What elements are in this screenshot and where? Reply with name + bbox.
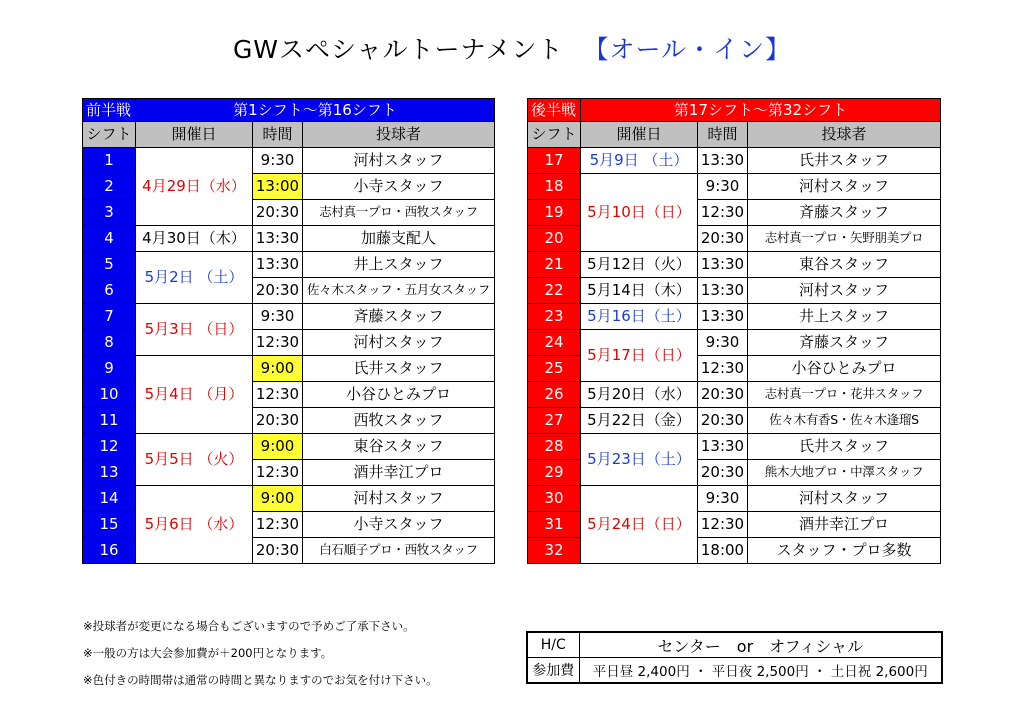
shift-number: 22 xyxy=(528,278,581,304)
pitcher-name: 志村真一プロ・矢野朋美プロ xyxy=(748,226,941,252)
header-pitcher: 投球者 xyxy=(748,122,941,148)
header-time: 時間 xyxy=(253,122,303,148)
shift-row xyxy=(528,382,941,408)
fee-table xyxy=(526,631,943,684)
pitcher-name: 斉藤スタッフ xyxy=(748,330,941,356)
shift-number: 9 xyxy=(83,356,136,382)
pitcher-name: 河村スタッフ xyxy=(748,486,941,512)
second-half-table xyxy=(527,98,941,564)
shift-time: 13:30 xyxy=(698,252,748,278)
shift-time: 20:30 xyxy=(698,460,748,486)
shift-number: 11 xyxy=(83,408,136,434)
column-header-row xyxy=(528,122,941,148)
shift-number: 8 xyxy=(83,330,136,356)
shift-time: 12:30 xyxy=(253,382,303,408)
half-header-row xyxy=(528,99,941,122)
column-header-row xyxy=(83,122,495,148)
pitcher-name: 小谷ひとみプロ xyxy=(303,382,495,408)
note-2: ※一般の方は大会参加費が＋200円となります。 xyxy=(83,646,333,660)
pitcher-name: 加藤支配人 xyxy=(303,226,495,252)
event-date: 5月14日（木） xyxy=(581,278,698,304)
shift-row xyxy=(83,434,495,460)
shift-number: 30 xyxy=(528,486,581,512)
pitcher-name: 氏井スタッフ xyxy=(748,434,941,460)
note-1: ※投球者が変更になる場合もございますので予めご了承下さい。 xyxy=(83,619,415,633)
shift-time: 12:30 xyxy=(698,356,748,382)
shift-number: 2 xyxy=(83,174,136,200)
pitcher-name: 東谷スタッフ xyxy=(748,252,941,278)
pitcher-name: 井上スタッフ xyxy=(303,252,495,278)
fee-value: 平日昼 2,400円 ・ 平日夜 2,500円 ・ 土日祝 2,600円 xyxy=(579,658,942,684)
shift-number: 5 xyxy=(83,252,136,278)
hc-value: センター or オフィシャル xyxy=(579,632,942,658)
event-date: 5月16日（土） xyxy=(581,304,698,330)
shift-row xyxy=(528,148,941,174)
fee-label: 参加費 xyxy=(527,658,579,684)
shift-row xyxy=(83,148,495,174)
note-3: ※色付きの時間帯は通常の時間と異なりますのでお気を付け下さい。 xyxy=(83,673,438,687)
shift-time: 9:00 xyxy=(253,486,303,512)
shift-row xyxy=(528,252,941,278)
shift-number: 24 xyxy=(528,330,581,356)
pitcher-name: 酒井幸江プロ xyxy=(303,460,495,486)
shift-number: 17 xyxy=(528,148,581,174)
shift-number: 10 xyxy=(83,382,136,408)
pitcher-name: 小谷ひとみプロ xyxy=(748,356,941,382)
shift-number: 15 xyxy=(83,512,136,538)
event-date: 5月10日（日） xyxy=(581,174,698,252)
pitcher-name: 河村スタッフ xyxy=(303,330,495,356)
shift-number: 13 xyxy=(83,460,136,486)
pitcher-name: 東谷スタッフ xyxy=(303,434,495,460)
shift-number: 3 xyxy=(83,200,136,226)
pitcher-name: 小寺スタッフ xyxy=(303,512,495,538)
title-text: GWスペシャルトーナメント xyxy=(232,35,564,64)
shift-number: 23 xyxy=(528,304,581,330)
pitcher-name: 斉藤スタッフ xyxy=(748,200,941,226)
shift-time: 12:30 xyxy=(698,200,748,226)
pitcher-name: 志村真一プロ・西牧スタッフ xyxy=(303,200,495,226)
shift-number: 26 xyxy=(528,382,581,408)
shift-number: 32 xyxy=(528,538,581,564)
pitcher-name: 小寺スタッフ xyxy=(303,174,495,200)
event-date: 4月29日（水） xyxy=(136,148,253,226)
shift-row xyxy=(528,330,941,356)
shift-row xyxy=(528,304,941,330)
shift-number: 19 xyxy=(528,200,581,226)
header-time: 時間 xyxy=(698,122,748,148)
shift-time: 9:30 xyxy=(698,174,748,200)
pitcher-name: 熊木大地プロ・中澤スタッフ xyxy=(748,460,941,486)
event-date: 5月6日 （水） xyxy=(136,486,253,564)
shift-time: 9:30 xyxy=(698,486,748,512)
shift-number: 18 xyxy=(528,174,581,200)
event-date: 5月9日 （土） xyxy=(581,148,698,174)
pitcher-name: 志村真一プロ・花井スタッフ xyxy=(748,382,941,408)
fee-row xyxy=(527,658,942,684)
title-accent: 【オール・イン】 xyxy=(583,35,792,64)
shift-number: 29 xyxy=(528,460,581,486)
shift-number: 27 xyxy=(528,408,581,434)
shift-time: 13:00 xyxy=(253,174,303,200)
shift-time: 13:30 xyxy=(698,434,748,460)
shift-time: 20:30 xyxy=(253,538,303,564)
pitcher-name: 佐々木スタッフ・五月女スタッフ xyxy=(303,278,495,304)
pitcher-name: 氏井スタッフ xyxy=(303,356,495,382)
event-date: 5月24日（日） xyxy=(581,486,698,564)
event-date: 5月22日（金） xyxy=(581,408,698,434)
pitcher-name: 河村スタッフ xyxy=(748,174,941,200)
shift-number: 1 xyxy=(83,148,136,174)
shift-time: 13:30 xyxy=(698,278,748,304)
half-label: 前半戦 xyxy=(83,99,136,122)
pitcher-name: 河村スタッフ xyxy=(303,148,495,174)
event-date: 5月12日（火） xyxy=(581,252,698,278)
page-title xyxy=(0,30,1024,66)
event-date: 5月17日（日） xyxy=(581,330,698,382)
shift-number: 4 xyxy=(83,226,136,252)
shift-time: 12:30 xyxy=(253,460,303,486)
pitcher-name: スタッフ・プロ多数 xyxy=(748,538,941,564)
shift-time: 20:30 xyxy=(698,226,748,252)
header-shift: シフト xyxy=(83,122,136,148)
shift-row xyxy=(83,304,495,330)
shift-time: 9:00 xyxy=(253,434,303,460)
pitcher-name: 河村スタッフ xyxy=(303,486,495,512)
pitcher-name: 西牧スタッフ xyxy=(303,408,495,434)
shift-row xyxy=(528,174,941,200)
shift-range: 第17シフト～第32シフト xyxy=(581,99,941,122)
shift-row xyxy=(83,356,495,382)
half-label: 後半戦 xyxy=(528,99,581,122)
pitcher-name: 白石順子プロ・西牧スタッフ xyxy=(303,538,495,564)
shift-time: 12:30 xyxy=(253,330,303,356)
hc-label: H/C xyxy=(527,632,579,658)
header-shift: シフト xyxy=(528,122,581,148)
shift-time: 12:30 xyxy=(253,512,303,538)
shift-number: 21 xyxy=(528,252,581,278)
shift-time: 20:30 xyxy=(253,278,303,304)
half-header-row xyxy=(83,99,495,122)
shift-row xyxy=(83,252,495,278)
shift-row xyxy=(528,434,941,460)
header-date: 開催日 xyxy=(136,122,253,148)
event-date: 5月3日 （日） xyxy=(136,304,253,356)
pitcher-name: 河村スタッフ xyxy=(748,278,941,304)
shift-time: 13:30 xyxy=(698,148,748,174)
shift-row xyxy=(528,278,941,304)
shift-time: 9:30 xyxy=(253,304,303,330)
pitcher-name: 斉藤スタッフ xyxy=(303,304,495,330)
shift-time: 20:30 xyxy=(698,382,748,408)
shift-row xyxy=(528,486,941,512)
shift-number: 14 xyxy=(83,486,136,512)
hc-row xyxy=(527,632,942,658)
pitcher-name: 氏井スタッフ xyxy=(748,148,941,174)
first-half-table xyxy=(82,98,495,564)
event-date: 5月5日 （火） xyxy=(136,434,253,486)
event-date: 5月23日（土） xyxy=(581,434,698,486)
shift-time: 18:00 xyxy=(698,538,748,564)
shift-time: 9:30 xyxy=(698,330,748,356)
shift-time: 13:30 xyxy=(698,304,748,330)
shift-time: 20:30 xyxy=(253,200,303,226)
shift-row xyxy=(83,226,495,252)
header-date: 開催日 xyxy=(581,122,698,148)
event-date: 5月4日 （月） xyxy=(136,356,253,434)
shift-number: 25 xyxy=(528,356,581,382)
pitcher-name: 酒井幸江プロ xyxy=(748,512,941,538)
shift-number: 28 xyxy=(528,434,581,460)
shift-row xyxy=(528,408,941,434)
shift-time: 13:30 xyxy=(253,226,303,252)
shift-number: 6 xyxy=(83,278,136,304)
shift-row xyxy=(83,486,495,512)
header-pitcher: 投球者 xyxy=(303,122,495,148)
shift-number: 20 xyxy=(528,226,581,252)
shift-range: 第1シフト～第16シフト xyxy=(136,99,495,122)
shift-number: 31 xyxy=(528,512,581,538)
shift-time: 20:30 xyxy=(253,408,303,434)
shift-number: 16 xyxy=(83,538,136,564)
shift-time: 12:30 xyxy=(698,512,748,538)
shift-number: 12 xyxy=(83,434,136,460)
pitcher-name: 佐々木有香S・佐々木逢瑠S xyxy=(748,408,941,434)
shift-time: 20:30 xyxy=(698,408,748,434)
shift-number: 7 xyxy=(83,304,136,330)
shift-time: 9:00 xyxy=(253,356,303,382)
event-date: 5月2日 （土） xyxy=(136,252,253,304)
event-date: 5月20日（水） xyxy=(581,382,698,408)
event-date: 4月30日（木） xyxy=(136,226,253,252)
pitcher-name: 井上スタッフ xyxy=(748,304,941,330)
shift-time: 9:30 xyxy=(253,148,303,174)
shift-time: 13:30 xyxy=(253,252,303,278)
